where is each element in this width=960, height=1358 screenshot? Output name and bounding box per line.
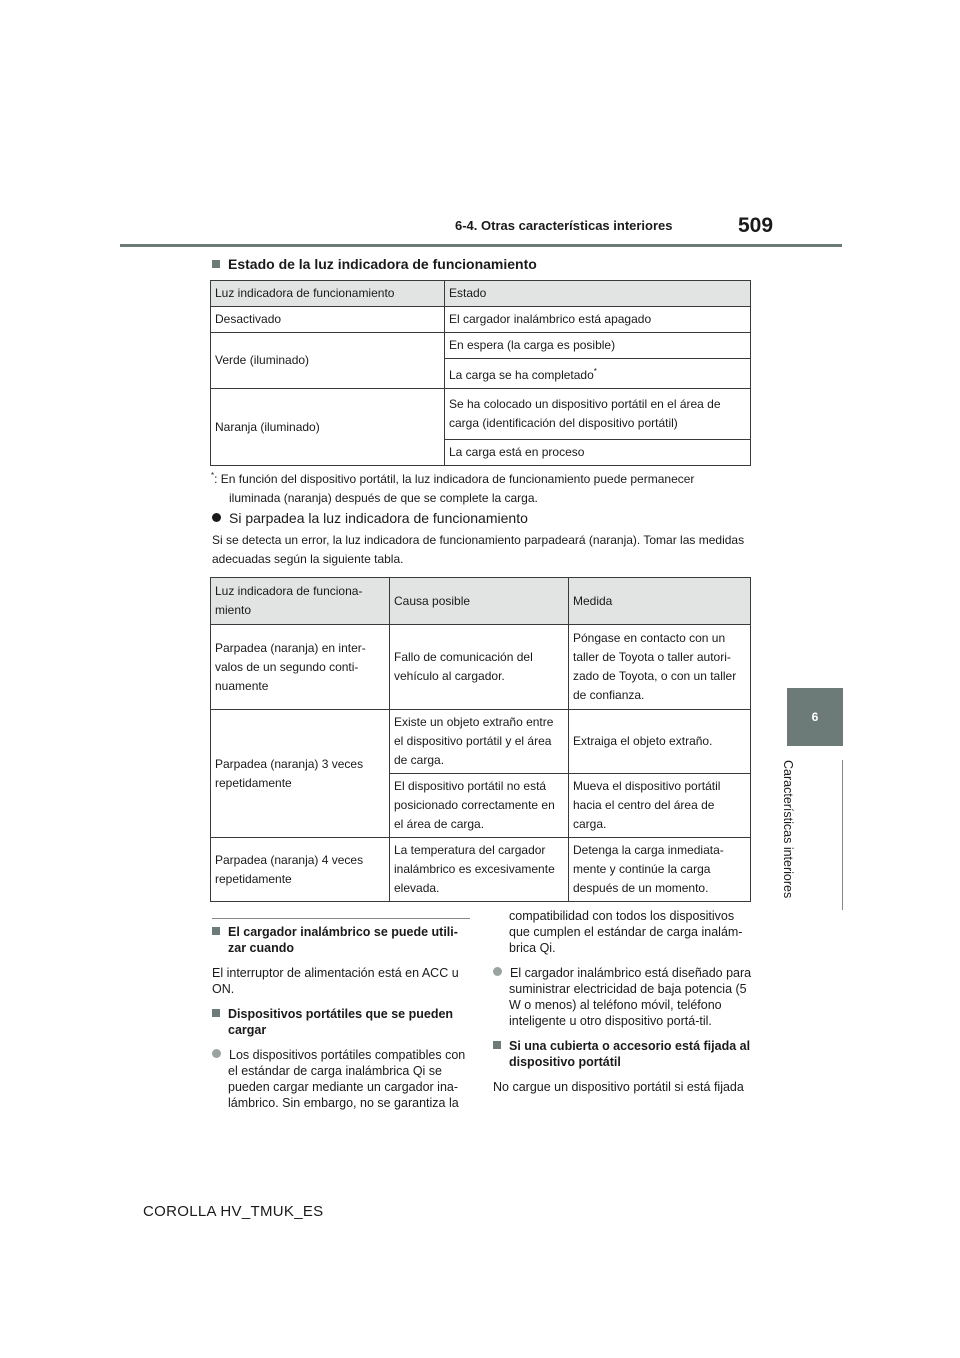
footnote-mark: * [211, 471, 215, 480]
light-cell: Parpadea (naranja) 3 veces repetidamente [211, 710, 390, 838]
cause-cell: El dispositivo portátil no está posicionado correctamente en el área de carga. [390, 774, 569, 838]
section2-heading [212, 510, 528, 526]
action-cell: Extraiga el objeto extraño. [569, 710, 751, 774]
header-rule [120, 244, 842, 247]
section2-intro: Si se detecta un error, la luz indicadora de funcionamiento parpadeará (naranja). Tomar las medidas adecuadas según la siguiente tabla. [212, 533, 745, 566]
section1-heading [212, 256, 537, 272]
status-text: La carga se ha completado [449, 368, 594, 382]
note-paragraph: No cargue un dispositivo portátil si está fijada [493, 1080, 744, 1094]
light-cell: Naranja (iluminado) [211, 389, 445, 466]
action-cell: Detenga la carga inmediata-mente y continúe la carga después de un momento. [569, 838, 751, 902]
note-bullet: El cargador inalámbrico está diseñado para suministrar electricidad de baja potencia (5 W o menos) al teléfono móvil, teléfono inteligente u otro dispositivo portá-til. [493, 965, 755, 1029]
footnote [211, 466, 759, 508]
chapter-number: 6 [811, 710, 819, 724]
section-header: 6-4. Otras características interiores [455, 218, 673, 233]
cause-cell: La temperatura del cargador inalámbrico es excesivamente elevada. [390, 838, 569, 902]
cause-cell: Fallo de comunicación del vehículo al cargador. [390, 625, 569, 710]
page-number: 509 [738, 214, 774, 237]
table-row [211, 389, 751, 440]
section1-title: Estado de la luz indicadora de funcionamiento [228, 256, 537, 272]
note-heading: Dispositivos portátiles que se pueden cargar [212, 1006, 470, 1038]
left-column [212, 924, 470, 1120]
header-cell: Medida [569, 578, 751, 625]
light-cell: Parpadea (naranja) 4 veces repetidamente [211, 838, 390, 902]
chapter-label [781, 760, 809, 910]
square-bullet-icon [212, 260, 220, 268]
header-cell: Causa posible [390, 578, 569, 625]
note-paragraph: El interruptor de alimentación está en ACC u ON. [212, 966, 459, 996]
table-header-row [211, 578, 751, 625]
table-row [211, 625, 751, 710]
footnote-line: iluminada (naranja) después de que se complete la carga. [229, 491, 538, 505]
status-table [210, 280, 751, 466]
table-row [211, 838, 751, 902]
action-cell: Mueva el dispositivo portátil hacia el centro del área de carga. [569, 774, 751, 838]
light-cell: Verde (iluminado) [211, 333, 445, 389]
light-cell: Parpadea (naranja) en inter-valos de un segundo conti-nuamente [211, 625, 390, 710]
table-row [211, 307, 751, 333]
footnote-line: *: En función del dispositivo portátil, la luz indicadora de funcionamiento puede permanecer [211, 471, 695, 486]
right-column [493, 908, 755, 1104]
note-paragraph: compatibilidad con todos los dispositivos que cumplen el estándar de carga inalám-brica Qi. [509, 909, 743, 955]
note-heading: Si una cubierta o accesorio está fijada al dispositivo portátil [493, 1038, 755, 1070]
status-cell [445, 359, 751, 389]
footer-model: COROLLA HV_TMUK_ES [143, 1203, 324, 1220]
note-bullet: Los dispositivos portátiles compatibles con el estándar de carga inalámbrica Qi se pueden cargar mediante un cargador ina-lámbrico. Sin embargo, no se garantiza la [212, 1047, 470, 1111]
header-cell: Luz indicadora de funciona-miento [211, 578, 390, 625]
chapter-tab [787, 688, 843, 746]
status-cell: El cargador inalámbrico está apagado [445, 307, 751, 333]
section2-title: Si parpadea la luz indicadora de funcionamiento [229, 510, 528, 526]
column-rule [212, 918, 470, 919]
blinking-table [210, 577, 751, 902]
table-header-row [211, 281, 751, 307]
square-bullet-icon [212, 1009, 220, 1017]
chapter-rule [842, 760, 843, 910]
status-cell: La carga está en proceso [445, 440, 751, 466]
status-cell: Se ha colocado un dispositivo portátil en el área de carga (identificación del dispositivo portátil) [445, 389, 751, 440]
square-bullet-icon [493, 1041, 501, 1049]
square-bullet-icon [212, 927, 220, 935]
table-row [211, 710, 751, 774]
header-cell: Estado [445, 281, 751, 307]
round-bullet-icon [493, 967, 502, 976]
action-cell: Póngase en contacto con un taller de Toyota o taller autori-zado de Toyota, o con un taller de confianza. [569, 625, 751, 710]
round-bullet-icon [212, 513, 221, 522]
header-cell: Luz indicadora de funcionamiento [211, 281, 445, 307]
footnote-mark: * [593, 367, 597, 376]
round-bullet-icon [212, 1049, 221, 1058]
status-cell: En espera (la carga es posible) [445, 333, 751, 359]
cause-cell: Existe un objeto extraño entre el dispositivo portátil y el área de carga. [390, 710, 569, 774]
light-cell: Desactivado [211, 307, 445, 333]
note-heading: El cargador inalámbrico se puede utili-zar cuando [212, 924, 470, 956]
table-row [211, 333, 751, 359]
chapter-title: Características interiores [781, 760, 795, 899]
